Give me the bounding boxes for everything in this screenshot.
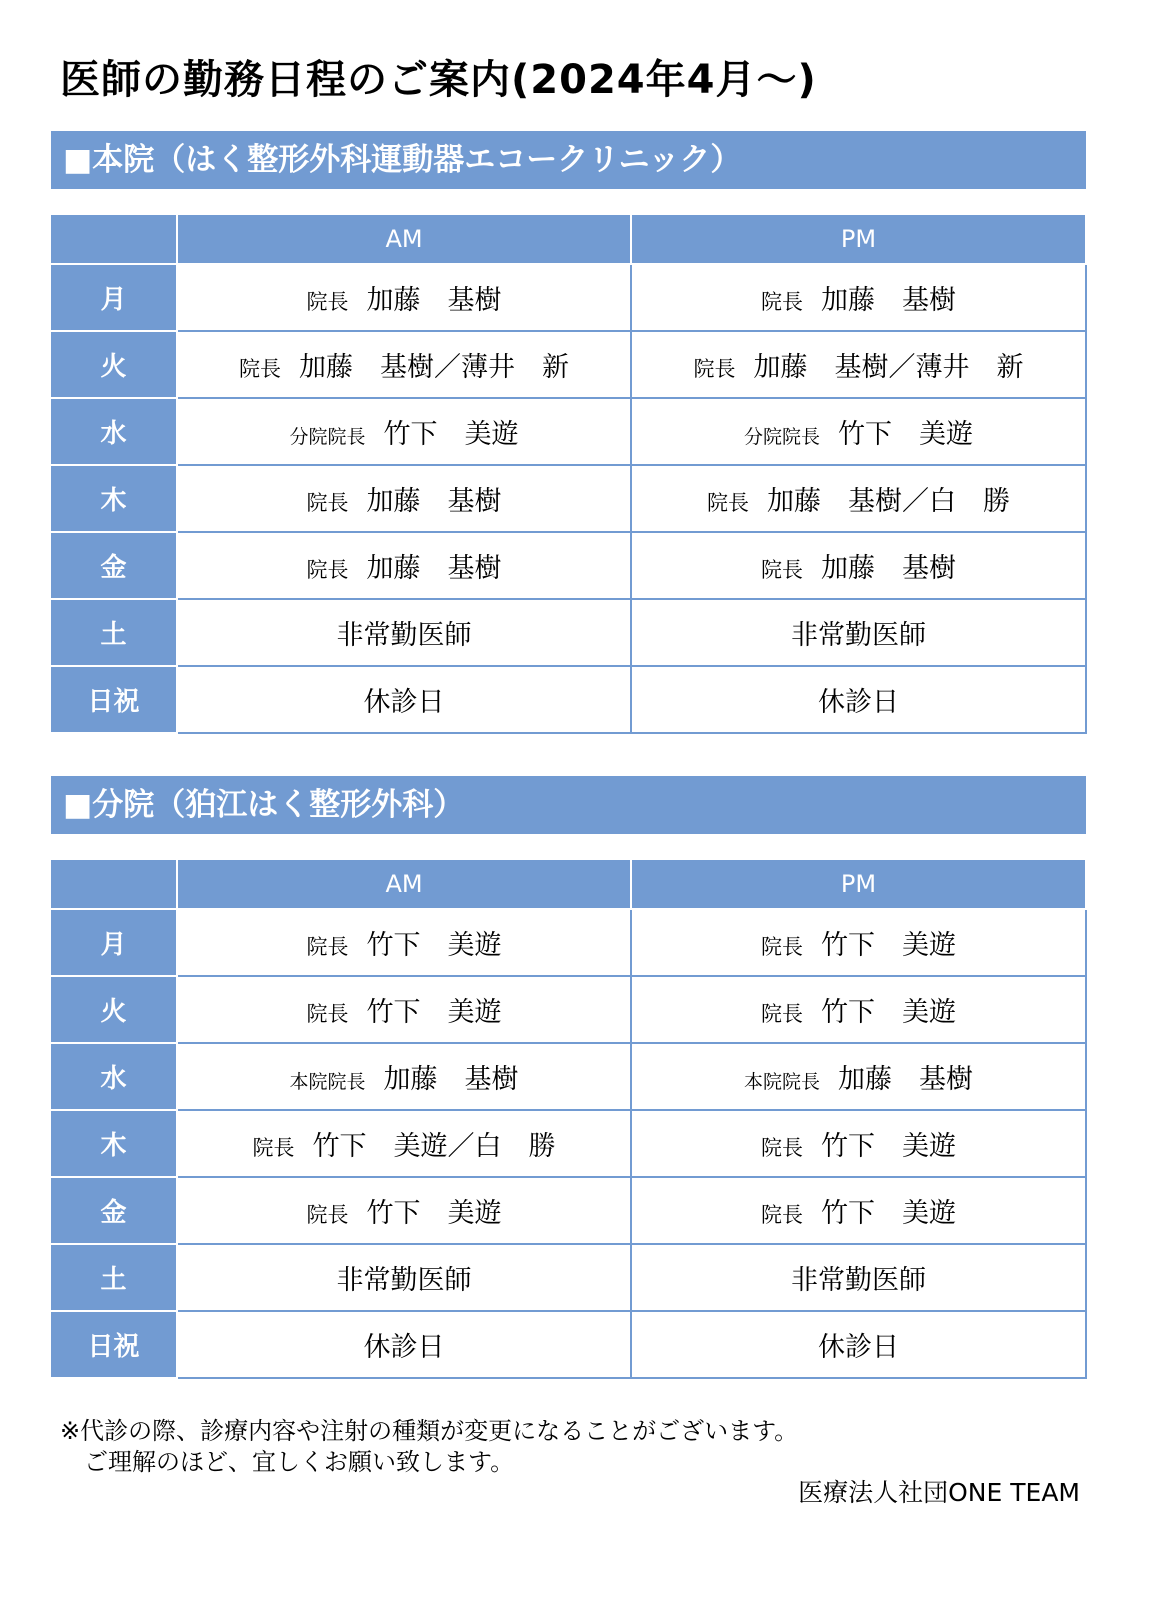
table-row — [51, 398, 1086, 465]
day-cell: 土 — [51, 1244, 177, 1311]
day-cell: 金 — [51, 1177, 177, 1244]
table-row — [51, 1043, 1086, 1110]
doctor-title: 院長 — [306, 491, 349, 515]
schedule-table-main-clinic — [51, 215, 1087, 734]
doctor-title: 院長 — [761, 290, 803, 314]
doctor-name: 加藤 基樹 — [821, 285, 956, 316]
doctor-name: 竹下 美遊 — [821, 1131, 956, 1162]
doctor-name: 非常勤医師 — [791, 620, 926, 651]
am-cell — [177, 264, 631, 331]
pm-cell — [631, 1177, 1086, 1244]
table-row — [51, 532, 1086, 599]
doctor-name: 竹下 美遊 — [383, 419, 519, 450]
day-cell: 日祝 — [51, 1311, 177, 1378]
doctor-name: 竹下 美遊 — [821, 930, 956, 961]
corner-cell — [51, 215, 177, 264]
doctor-name: 加藤 基樹／白 勝 — [767, 486, 1010, 517]
organization-name: 医療法人社団ONE TEAM — [798, 1478, 1080, 1507]
doctor-name: 竹下 美遊 — [366, 930, 502, 961]
column-header-pm: PM — [631, 860, 1086, 909]
am-cell — [177, 1311, 631, 1378]
doctor-title: 院長 — [306, 1002, 349, 1026]
am-cell — [177, 1110, 631, 1177]
doctor-name: 加藤 基樹 — [821, 553, 956, 584]
doctor-name: 加藤 基樹／薄井 新 — [753, 352, 1024, 383]
doctor-title: 院長 — [707, 491, 749, 515]
am-cell — [177, 976, 631, 1043]
column-header-am: AM — [177, 860, 631, 909]
doctor-title: 院長 — [239, 357, 281, 381]
doctor-name: 休診日 — [818, 687, 899, 718]
doctor-title: 院長 — [693, 357, 736, 381]
doctor-title: 本院院長 — [289, 1071, 366, 1093]
doctor-title: 院長 — [761, 1002, 803, 1026]
schedule-body — [51, 909, 1086, 1378]
day-cell: 日祝 — [51, 666, 177, 733]
note-line-2: ご理解のほど、宜しくお願い致します。 — [60, 1448, 515, 1476]
doctor-title: 院長 — [306, 558, 349, 582]
doctor-name: 加藤 基樹 — [838, 1064, 973, 1095]
doctor-name: 竹下 美遊／白 勝 — [312, 1131, 556, 1162]
day-cell: 水 — [51, 1043, 177, 1110]
doctor-name: 加藤 基樹 — [366, 486, 502, 517]
day-cell: 火 — [51, 331, 177, 398]
schedule-table-branch-clinic — [51, 860, 1087, 1379]
pm-cell — [631, 599, 1086, 666]
doctor-title: 本院院長 — [743, 1071, 820, 1093]
doctor-name: 非常勤医師 — [791, 1265, 926, 1296]
day-cell: 月 — [51, 264, 177, 331]
table-row — [51, 1244, 1086, 1311]
column-header-am: AM — [177, 215, 631, 264]
doctor-title: 院長 — [761, 1136, 803, 1160]
doctor-title: 院長 — [252, 1136, 295, 1160]
section-header-branch-clinic: ■分院（狛江はく整形外科） — [51, 776, 1086, 834]
pm-cell — [631, 909, 1086, 976]
table-row — [51, 909, 1086, 976]
doctor-name: 休診日 — [363, 687, 445, 718]
doctor-title: 院長 — [306, 290, 349, 314]
doctor-name: 加藤 基樹／薄井 新 — [299, 352, 569, 383]
am-cell — [177, 1244, 631, 1311]
table-row — [51, 1311, 1086, 1378]
pm-cell — [631, 1110, 1086, 1177]
doctor-title: 院長 — [306, 1203, 349, 1227]
doctor-name: 竹下 美遊 — [821, 997, 956, 1028]
pm-cell — [631, 532, 1086, 599]
column-header-pm: PM — [631, 215, 1086, 264]
pm-cell — [631, 398, 1086, 465]
doctor-name: 竹下 美遊 — [366, 1198, 502, 1229]
doctor-name: 竹下 美遊 — [366, 997, 502, 1028]
table-row — [51, 264, 1086, 331]
am-cell — [177, 398, 631, 465]
doctor-title: 分院院長 — [743, 426, 820, 448]
am-cell — [177, 532, 631, 599]
am-cell — [177, 1043, 631, 1110]
pm-cell — [631, 976, 1086, 1043]
table-row — [51, 331, 1086, 398]
doctor-title: 分院院長 — [289, 426, 366, 448]
doctor-title: 院長 — [761, 935, 803, 959]
doctor-name: 竹下 美遊 — [838, 419, 973, 450]
pm-cell — [631, 331, 1086, 398]
day-cell: 火 — [51, 976, 177, 1043]
table-header-row — [51, 860, 1086, 909]
pm-cell — [631, 1043, 1086, 1110]
pm-cell — [631, 465, 1086, 532]
am-cell — [177, 331, 631, 398]
corner-cell — [51, 860, 177, 909]
day-cell: 木 — [51, 465, 177, 532]
doctor-title: 院長 — [306, 935, 349, 959]
table-row — [51, 1110, 1086, 1177]
table-row — [51, 976, 1086, 1043]
doctor-name: 加藤 基樹 — [366, 285, 502, 316]
pm-cell — [631, 1311, 1086, 1378]
doctor-name: 非常勤医師 — [336, 1265, 472, 1296]
doctor-name: 休診日 — [363, 1332, 445, 1363]
doctor-title: 院長 — [761, 1203, 803, 1227]
doctor-title: 院長 — [761, 558, 803, 582]
am-cell — [177, 666, 631, 733]
am-cell — [177, 1177, 631, 1244]
day-cell: 月 — [51, 909, 177, 976]
table-header-row — [51, 215, 1086, 264]
am-cell — [177, 465, 631, 532]
day-cell: 土 — [51, 599, 177, 666]
day-cell: 水 — [51, 398, 177, 465]
doctor-name: 加藤 基樹 — [366, 553, 502, 584]
doctor-name: 加藤 基樹 — [383, 1064, 519, 1095]
table-row — [51, 1177, 1086, 1244]
doctor-name: 非常勤医師 — [336, 620, 472, 651]
doctor-name: 竹下 美遊 — [821, 1198, 956, 1229]
doctor-name: 休診日 — [818, 1332, 899, 1363]
am-cell — [177, 599, 631, 666]
am-cell — [177, 909, 631, 976]
section-header-main-clinic: ■本院（はく整形外科運動器エコークリニック） — [51, 131, 1086, 189]
table-row — [51, 599, 1086, 666]
pm-cell — [631, 666, 1086, 733]
pm-cell — [631, 264, 1086, 331]
pm-cell — [631, 1244, 1086, 1311]
schedule-body — [51, 264, 1086, 733]
day-cell: 金 — [51, 532, 177, 599]
table-row — [51, 465, 1086, 532]
table-row — [51, 666, 1086, 733]
note-line-1: ※代診の際、診療内容や注射の種類が変更になることがございます。 — [60, 1417, 799, 1445]
page-title: 医師の勤務日程のご案内(2024年4月～) — [60, 57, 817, 103]
day-cell: 木 — [51, 1110, 177, 1177]
